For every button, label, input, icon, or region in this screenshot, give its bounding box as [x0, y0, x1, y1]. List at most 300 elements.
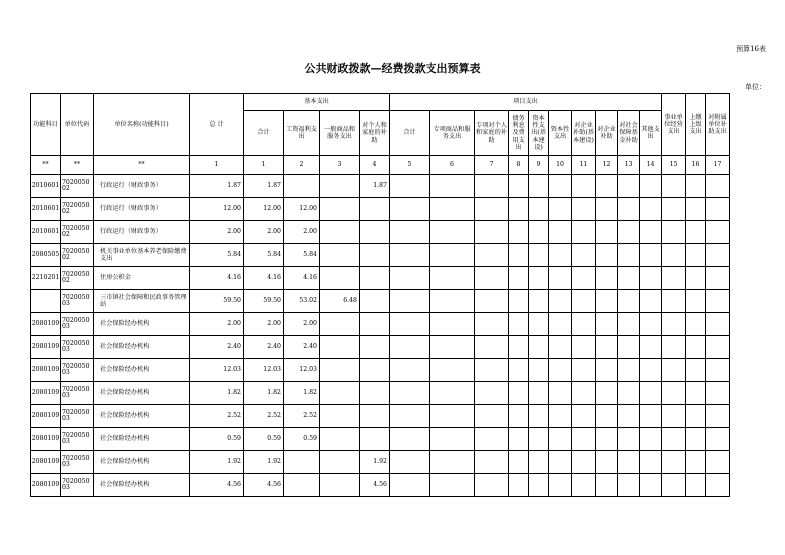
table-row: [31, 290, 730, 313]
cell-empty: [572, 359, 596, 382]
cell-func-subject: 2080505: [31, 244, 61, 267]
cell-empty: [572, 474, 596, 497]
cell-empty: [662, 428, 686, 451]
index-cell: 1: [190, 156, 244, 175]
cell-empty: [390, 313, 430, 336]
cell-empty: [706, 336, 730, 359]
cell-empty: [430, 359, 475, 382]
header-tail-16: 上缴上级支出: [686, 94, 706, 156]
cell-basic-total: 5.84: [244, 244, 284, 267]
cell-unit-name: 行政运行（财政事务）: [94, 175, 190, 198]
cell-basic-goods: [320, 244, 360, 267]
cell-basic-total: 4.16: [244, 267, 284, 290]
cell-empty: [686, 221, 706, 244]
cell-empty: [596, 198, 618, 221]
header-tail-17: 对附属单位补助支出: [706, 94, 730, 156]
header-basic: 基本支出: [244, 94, 390, 111]
index-cell: 2: [284, 156, 320, 175]
cell-empty: [475, 382, 509, 405]
cell-empty: [662, 267, 686, 290]
cell-empty: [509, 405, 529, 428]
cell-empty: [686, 290, 706, 313]
cell-empty: [596, 290, 618, 313]
cell-empty: [640, 451, 662, 474]
cell-basic-wage: [284, 175, 320, 198]
cell-empty: [509, 175, 529, 198]
cell-empty: [529, 336, 549, 359]
index-cell: 3: [320, 156, 360, 175]
cell-unit-name: 社会保险经办机构: [94, 451, 190, 474]
cell-unit-code: 702005003: [61, 336, 94, 359]
cell-basic-goods: [320, 474, 360, 497]
cell-empty: [706, 198, 730, 221]
header-unit-code: 单位代码: [61, 94, 94, 156]
cell-func-subject: 2080109: [31, 359, 61, 382]
cell-empty: [596, 267, 618, 290]
cell-func-subject: 2080109: [31, 451, 61, 474]
cell-basic-goods: [320, 359, 360, 382]
cell-empty: [509, 244, 529, 267]
cell-basic-goods: [320, 221, 360, 244]
cell-total: 0.59: [190, 428, 244, 451]
cell-empty: [662, 474, 686, 497]
cell-empty: [640, 244, 662, 267]
cell-total: 12.03: [190, 359, 244, 382]
header-project-enterprise-construction: 对企业补助(基本建设): [572, 111, 596, 156]
cell-basic-total: 12.00: [244, 198, 284, 221]
header-project-debt: 债务利息及费用支出: [509, 111, 529, 156]
cell-empty: [529, 175, 549, 198]
cell-empty: [390, 221, 430, 244]
cell-empty: [430, 267, 475, 290]
cell-empty: [662, 451, 686, 474]
index-cell: 17: [706, 156, 730, 175]
cell-empty: [640, 175, 662, 198]
index-cell: 12: [596, 156, 618, 175]
cell-empty: [706, 175, 730, 198]
cell-empty: [618, 267, 640, 290]
cell-empty: [596, 474, 618, 497]
cell-empty: [618, 175, 640, 198]
cell-basic-wage: 2.40: [284, 336, 320, 359]
cell-basic-wage: 12.00: [284, 198, 320, 221]
cell-func-subject: 2080109: [31, 405, 61, 428]
cell-basic-total: 2.00: [244, 221, 284, 244]
cell-empty: [640, 474, 662, 497]
cell-func-subject: 2080109: [31, 474, 61, 497]
cell-empty: [706, 359, 730, 382]
table-row: [31, 451, 730, 474]
cell-empty: [509, 382, 529, 405]
cell-empty: [686, 451, 706, 474]
cell-empty: [618, 336, 640, 359]
table-row: [31, 244, 730, 267]
cell-basic-wage: 0.59: [284, 428, 320, 451]
header-project-social-security: 对社会保障基金补助: [618, 111, 640, 156]
cell-basic-goods: [320, 336, 360, 359]
cell-basic-total: 1.87: [244, 175, 284, 198]
cell-total: 12.00: [190, 198, 244, 221]
cell-empty: [618, 313, 640, 336]
cell-empty: [529, 474, 549, 497]
cell-basic-wage: [284, 474, 320, 497]
header-project-enterprise: 对企业补助: [596, 111, 618, 156]
cell-empty: [509, 451, 529, 474]
cell-basic-personal: 1.92: [360, 451, 390, 474]
header-project-total: 合计: [390, 111, 430, 156]
cell-empty: [390, 451, 430, 474]
cell-empty: [430, 313, 475, 336]
cell-func-subject: 2080109: [31, 382, 61, 405]
cell-empty: [390, 290, 430, 313]
cell-empty: [662, 175, 686, 198]
cell-empty: [596, 244, 618, 267]
cell-empty: [509, 290, 529, 313]
cell-empty: [572, 336, 596, 359]
cell-unit-code: 702005003: [61, 290, 94, 313]
cell-basic-personal: [360, 359, 390, 382]
cell-empty: [706, 474, 730, 497]
cell-empty: [618, 382, 640, 405]
table-row: [31, 474, 730, 497]
cell-empty: [390, 405, 430, 428]
header-project-capital: 资本性支出: [549, 111, 572, 156]
table-row: [31, 221, 730, 244]
cell-empty: [390, 267, 430, 290]
cell-unit-name: 社会保险经办机构: [94, 336, 190, 359]
cell-empty: [475, 336, 509, 359]
cell-basic-goods: [320, 428, 360, 451]
cell-func-subject: 2010601: [31, 175, 61, 198]
cell-empty: [529, 198, 549, 221]
table-row: [31, 382, 730, 405]
cell-empty: [390, 359, 430, 382]
cell-unit-name: 三市镇社会保障和民政事务管理站: [94, 290, 190, 313]
cell-empty: [430, 382, 475, 405]
cell-total: 4.56: [190, 474, 244, 497]
cell-basic-goods: [320, 405, 360, 428]
cell-basic-personal: [360, 313, 390, 336]
cell-empty: [430, 428, 475, 451]
cell-basic-total: 4.56: [244, 474, 284, 497]
cell-empty: [572, 382, 596, 405]
cell-empty: [596, 382, 618, 405]
cell-empty: [509, 267, 529, 290]
cell-unit-code: 702005002: [61, 244, 94, 267]
cell-empty: [640, 359, 662, 382]
cell-empty: [509, 198, 529, 221]
header-basic-wage: 工资福利支出: [284, 111, 320, 156]
cell-basic-wage: [284, 451, 320, 474]
cell-unit-name: 机关事业单位基本养老保险缴费支出: [94, 244, 190, 267]
cell-empty: [475, 267, 509, 290]
cell-basic-personal: [360, 221, 390, 244]
cell-empty: [596, 405, 618, 428]
cell-basic-wage: 12.03: [284, 359, 320, 382]
cell-empty: [662, 336, 686, 359]
cell-unit-code: 702005002: [61, 198, 94, 221]
index-cell: **: [94, 156, 190, 175]
cell-basic-total: 2.40: [244, 336, 284, 359]
cell-empty: [572, 428, 596, 451]
cell-basic-total: 12.03: [244, 359, 284, 382]
cell-empty: [509, 474, 529, 497]
cell-empty: [475, 244, 509, 267]
index-cell: 4: [360, 156, 390, 175]
cell-total: 2.00: [190, 221, 244, 244]
cell-empty: [475, 221, 509, 244]
cell-unit-name: 社会保险经办机构: [94, 428, 190, 451]
cell-empty: [529, 382, 549, 405]
cell-empty: [686, 428, 706, 451]
cell-empty: [640, 290, 662, 313]
header-project: 项目支出: [390, 94, 662, 111]
cell-basic-total: 59.50: [244, 290, 284, 313]
cell-empty: [618, 474, 640, 497]
cell-empty: [640, 221, 662, 244]
cell-empty: [475, 451, 509, 474]
index-cell: 11: [572, 156, 596, 175]
cell-empty: [572, 244, 596, 267]
cell-empty: [390, 244, 430, 267]
cell-unit-code: 702005003: [61, 359, 94, 382]
cell-empty: [390, 474, 430, 497]
cell-basic-goods: [320, 267, 360, 290]
cell-empty: [475, 198, 509, 221]
cell-basic-goods: [320, 451, 360, 474]
cell-empty: [390, 428, 430, 451]
cell-empty: [529, 451, 549, 474]
cell-basic-wage: 5.84: [284, 244, 320, 267]
index-cell: 10: [549, 156, 572, 175]
cell-empty: [475, 405, 509, 428]
cell-empty: [686, 359, 706, 382]
cell-total: 4.16: [190, 267, 244, 290]
cell-empty: [706, 244, 730, 267]
cell-empty: [596, 451, 618, 474]
cell-empty: [549, 451, 572, 474]
cell-empty: [430, 405, 475, 428]
cell-unit-code: 702005002: [61, 267, 94, 290]
cell-empty: [549, 244, 572, 267]
cell-empty: [706, 267, 730, 290]
cell-unit-name: 社会保险经办机构: [94, 382, 190, 405]
table-row: [31, 313, 730, 336]
index-cell: 16: [686, 156, 706, 175]
cell-empty: [662, 359, 686, 382]
cell-empty: [618, 244, 640, 267]
cell-empty: [662, 244, 686, 267]
cell-empty: [572, 175, 596, 198]
cell-empty: [686, 336, 706, 359]
header-tail-15: 事业单位经营支出: [662, 94, 686, 156]
cell-empty: [662, 198, 686, 221]
cell-empty: [430, 451, 475, 474]
cell-empty: [686, 405, 706, 428]
cell-empty: [430, 474, 475, 497]
cell-empty: [430, 198, 475, 221]
cell-empty: [509, 359, 529, 382]
cell-total: 2.40: [190, 336, 244, 359]
cell-empty: [686, 382, 706, 405]
cell-basic-personal: [360, 405, 390, 428]
header-unit-name: 单位名称(功能科目): [94, 94, 190, 156]
cell-empty: [529, 267, 549, 290]
cell-empty: [572, 290, 596, 313]
cell-basic-goods: [320, 382, 360, 405]
cell-empty: [549, 198, 572, 221]
cell-empty: [430, 290, 475, 313]
cell-empty: [662, 313, 686, 336]
cell-empty: [390, 198, 430, 221]
cell-empty: [509, 221, 529, 244]
cell-empty: [475, 428, 509, 451]
cell-empty: [549, 313, 572, 336]
cell-empty: [529, 244, 549, 267]
cell-empty: [686, 313, 706, 336]
cell-empty: [572, 451, 596, 474]
cell-basic-wage: 2.00: [284, 221, 320, 244]
cell-empty: [390, 382, 430, 405]
header-project-other: 其他支出: [640, 111, 662, 156]
cell-basic-goods: 6.48: [320, 290, 360, 313]
cell-empty: [706, 451, 730, 474]
cell-empty: [572, 313, 596, 336]
cell-empty: [686, 175, 706, 198]
cell-func-subject: 2080109: [31, 313, 61, 336]
cell-empty: [640, 382, 662, 405]
index-cell: 9: [529, 156, 549, 175]
cell-empty: [549, 428, 572, 451]
cell-total: 2.00: [190, 313, 244, 336]
cell-basic-wage: 1.82: [284, 382, 320, 405]
cell-unit-code: 702005003: [61, 405, 94, 428]
cell-func-subject: 2010601: [31, 221, 61, 244]
cell-basic-total: 0.59: [244, 428, 284, 451]
cell-basic-personal: [360, 198, 390, 221]
budget-table: [30, 93, 730, 497]
cell-empty: [686, 474, 706, 497]
cell-empty: [529, 290, 549, 313]
cell-total: 59.50: [190, 290, 244, 313]
cell-empty: [572, 267, 596, 290]
cell-empty: [618, 359, 640, 382]
cell-empty: [706, 382, 730, 405]
cell-unit-name: 社会保险经办机构: [94, 474, 190, 497]
index-cell: 7: [475, 156, 509, 175]
table-row: [31, 175, 730, 198]
cell-unit-name: 行政运行（财政事务）: [94, 198, 190, 221]
cell-empty: [430, 175, 475, 198]
cell-func-subject: 2210201: [31, 267, 61, 290]
cell-empty: [640, 336, 662, 359]
cell-empty: [475, 290, 509, 313]
cell-empty: [549, 221, 572, 244]
cell-unit-name: 住房公积金: [94, 267, 190, 290]
form-number-label: 预算16表: [736, 45, 766, 53]
cell-empty: [572, 221, 596, 244]
cell-total: 1.82: [190, 382, 244, 405]
index-cell: 14: [640, 156, 662, 175]
cell-empty: [549, 290, 572, 313]
cell-empty: [430, 221, 475, 244]
header-row-groups: [31, 94, 730, 111]
cell-unit-code: 702005002: [61, 175, 94, 198]
cell-basic-total: 1.82: [244, 382, 284, 405]
table-row: [31, 336, 730, 359]
header-project-goods: 专项商品和服务支出: [430, 111, 475, 156]
cell-empty: [529, 313, 549, 336]
cell-func-subject: 2010601: [31, 198, 61, 221]
cell-total: 5.84: [190, 244, 244, 267]
cell-empty: [706, 405, 730, 428]
cell-empty: [509, 428, 529, 451]
cell-basic-wage: 53.02: [284, 290, 320, 313]
cell-empty: [549, 267, 572, 290]
page-title: 公共财政拨款—经费拨款支出预算表: [304, 62, 481, 75]
cell-unit-name: 社会保险经办机构: [94, 359, 190, 382]
cell-empty: [596, 359, 618, 382]
cell-basic-personal: [360, 382, 390, 405]
cell-unit-name: 行政运行（财政事务）: [94, 221, 190, 244]
cell-empty: [596, 175, 618, 198]
cell-empty: [618, 221, 640, 244]
cell-empty: [430, 336, 475, 359]
cell-empty: [640, 313, 662, 336]
table-row: [31, 359, 730, 382]
cell-empty: [596, 336, 618, 359]
cell-basic-wage: 2.00: [284, 313, 320, 336]
cell-basic-wage: 4.16: [284, 267, 320, 290]
cell-basic-goods: [320, 175, 360, 198]
cell-unit-code: 702005003: [61, 382, 94, 405]
table-row: [31, 267, 730, 290]
table-row: [31, 428, 730, 451]
cell-empty: [549, 405, 572, 428]
cell-basic-personal: [360, 336, 390, 359]
cell-total: 1.87: [190, 175, 244, 198]
index-cell: 5: [390, 156, 430, 175]
cell-empty: [475, 359, 509, 382]
cell-empty: [686, 244, 706, 267]
cell-basic-goods: [320, 313, 360, 336]
cell-unit-code: 702005003: [61, 313, 94, 336]
cell-func-subject: 2080109: [31, 336, 61, 359]
cell-basic-personal: [360, 244, 390, 267]
cell-empty: [509, 313, 529, 336]
index-cell: **: [31, 156, 61, 175]
index-cell: 6: [430, 156, 475, 175]
index-cell: 13: [618, 156, 640, 175]
cell-empty: [529, 359, 549, 382]
cell-basic-personal: [360, 267, 390, 290]
index-cell: 8: [509, 156, 529, 175]
cell-empty: [430, 244, 475, 267]
cell-empty: [662, 382, 686, 405]
cell-empty: [662, 290, 686, 313]
cell-total: 2.52: [190, 405, 244, 428]
index-cell: **: [61, 156, 94, 175]
cell-func-subject: [31, 290, 61, 313]
cell-empty: [706, 313, 730, 336]
cell-empty: [640, 198, 662, 221]
cell-empty: [529, 405, 549, 428]
cell-basic-personal: 4.56: [360, 474, 390, 497]
cell-empty: [549, 474, 572, 497]
cell-empty: [640, 267, 662, 290]
cell-empty: [596, 313, 618, 336]
cell-empty: [529, 221, 549, 244]
